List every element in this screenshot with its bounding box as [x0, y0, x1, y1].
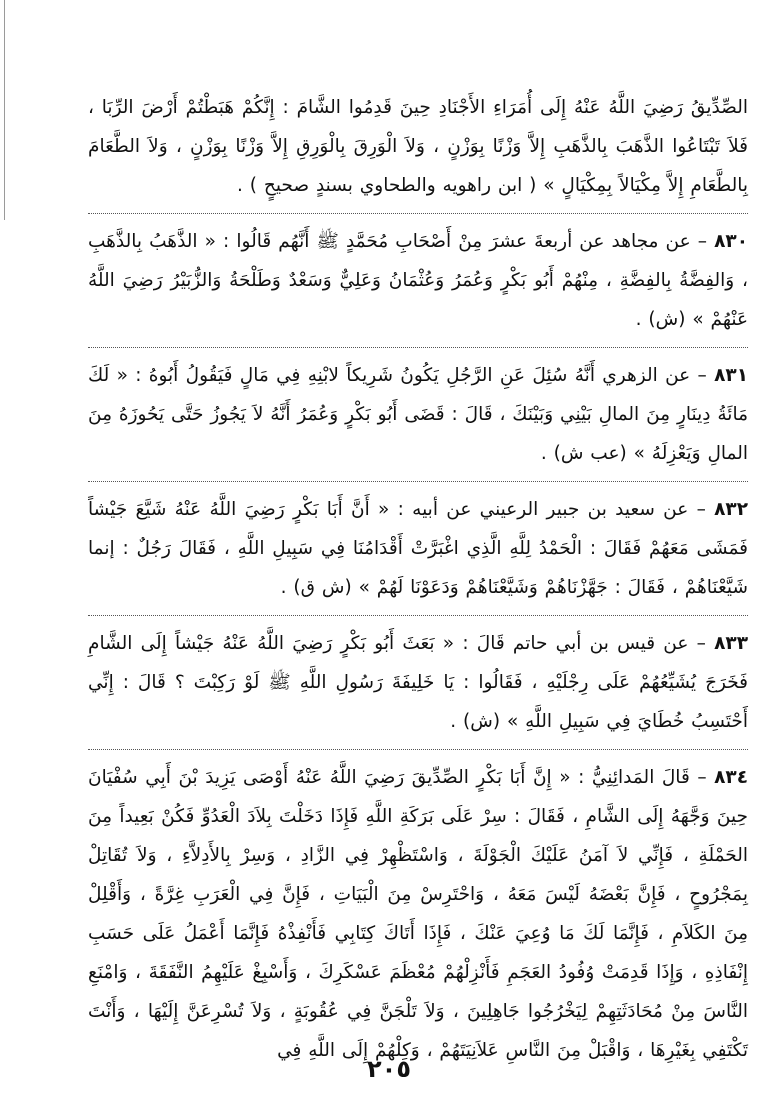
hadith-paragraph: ٨٣٠ – عن مجاهد عن أربعةَ عشرَ مِنْ أَصْحَابِ مُحَمَّدٍ ﷺ أَنَّهُم قَالُوا : « الذَّهَبُ بِالذَّهَبِ ، وَالفِضَّةُ بِالفِضَّةِ ، مِنْهُمْ أَبُو بَكْرٍ وَعُمَرُ وَعُثْمَانُ وَعَلِيٌّ وَسَعْدٌ وَطَلْحَةُ وَالزُّبَيْرُ رَضِيَ اللَّهُ عَنْهُمْ » (ش) .: [88, 231, 748, 330]
hadith-paragraph: ٨٣٣ – عن قيس بن أبي حاتم قَالَ : « بَعَثَ أَبُو بَكْرٍ رَضِيَ اللَّهُ عَنْهُ جَيْشاً إِلَى الشَّامِ فَخَرَجَ يُشَيِّعُهُمْ عَلَى رِجْلَيْهِ ، فَقَالُوا : يَا خَلِيفَةَ رَسُولِ اللَّهِ ﷺ لَوْ رَكِبْتَ ؟ قَالَ : إِنِّي أَحْتَسِبُ خُطَايَ فِي سَبِيلِ اللَّهِ » (ش) .: [88, 633, 748, 732]
hadith-833: [88, 615, 748, 741]
hadith-number: ٨٣٢: [714, 499, 748, 520]
margin-rule: [4, 0, 5, 220]
intro-paragraph: [88, 88, 748, 205]
hadith-text: قَالَ المَدائِنِيُّ : « إِنَّ أَبَا بَكْرٍ الصِّدِّيقَ رَضِيَ اللَّهُ عَنْهُ أَوْصَى يَزِيدَ بْنَ أَبِي سُفْيَانَ حِينَ وَجَّهَهُ إِلَى الشَّامِ ، فَقَالَ : سِرْ عَلَى بَرَكَةِ اللَّهِ فَإِذَا دَخَلْتَ بِلاَدَ الْعَدُوِّ فَكُنْ بَعِيداً مِنَ الحَمْلَةِ ، فَإِنِّي لاَ آمَنُ عَلَيْكَ الْجَوْلَةَ ، وَاسْتَظْهِرْ فِي الزَّادِ ، وَسِرْ بِالأَدِلاَّءِ ، وَلاَ تُقَاتِلْ بِمَجْرُوحٍ ، فَإِنَّ بَعْضَهُ لَيْسَ مَعَهُ ، وَاحْتَرِسْ مِنَ الْبَيَاتِ ، فَإِنَّ فِي الْعَرَبِ غِرَّةً ، وَأَقْلِلْ مِنَ الكَلاَمِ ، فَإِنَّمَا لَكَ مَا وُعِيَ عَنْكَ ، فَإِذَا أَتَاكَ كِتَابِي فَأَنْفِذْهُ فَإِنَّمَا أَعْمَلُ عَلَى حَسَبِ إِنْفَاذِهِ ، وَإِذَا قَدِمَتْ وُفُودُ العَجَمِ فَأَنْزِلْهُمْ مُعْظَمَ عَسْكَرِكَ ، وَأَسْبِغْ عَلَيْهِمُ النَّفَقَةَ ، وَامْنَعِ النَّاسَ مِنْ مُحَادَثَتِهِمْ لِيَخْرُجُوا جَاهِلِينَ ، وَلاَ تَلْجَنَّ فِي عُقُوبَةٍ ، وَلاَ تُسْرِعَنَّ إِلَيْهَا ، وَأَنْتَ تَكْتَفِي بِغَيْرِهَا ، وَاقْبَلْ مِنَ النَّاسِ عَلاَنِيَتَهُمْ ، وَكِلْهُمْ إِلَى اللَّهِ فِي: [88, 767, 748, 1061]
hadith-832: [88, 481, 748, 607]
page-number: ٢٠٥: [367, 1055, 411, 1083]
intro-text: الصِّدِّيقُ رَضِيَ اللَّهُ عَنْهُ إِلَى أُمَرَاءِ الأَجْنَادِ حِينَ قَدِمُوا الشَّامَ : إِنَّكُمْ هَبَطْتُمْ أَرْضَ الرِّبَا ، فَلاَ تَبْتَاعُوا الذَّهَبَ بِالذَّهَبِ إِلاَّ وَزْنًا بِوَزْنٍ ، وَلاَ الْوَرِقَ بِالْوَرِقِ إِلاَّ وَزْنًا بِوَزْنٍ ، وَلاَ الطَّعَامَ بِالطَّعَامِ إِلاَّ مِكْيَالاً بِمِكْيَالٍ » ( ابن راهويه والطحاوي بسندٍ صحيحٍ ) .: [88, 97, 748, 196]
hadith-paragraph: ٨٣١ – عن الزهري أَنَّهُ سُئِلَ عَنِ الرَّجُلِ يَكُونُ شَرِيكاً لابْنِهِ فِي مَالٍ فَيَقُولُ أَبُوهُ : « لَكَ مَائَةُ دِينَارٍ مِنَ المالِ بَيْنِي وَبَيْنَكَ ، قَالَ : قَضَى أَبُو بَكْرٍ وَعُمَرُ أَنَّهُ لاَ يَجُوزُ حَتَّى يَحُوزَهُ مِنَ المالِ وَيَعْزِلَهُ » (عب ش) .: [88, 365, 748, 464]
hadith-number: ٨٣٤: [714, 767, 748, 788]
hadith-text: عن سعيد بن جبير الرعيني عن أبيه : « أَنَّ أَبَا بَكْرٍ رَضِيَ اللَّهُ عَنْهُ شَيَّعَ جَيْشاً فَمَشَى مَعَهُمْ فَقَالَ : الْحَمْدُ لِلَّهِ الَّذِي اغْبَرَّتْ أَقْدَامُنَا فِي سَبِيلِ اللَّهِ ، فَقَالَ رَجُلٌ : إنما شَيَّعْنَاهُمْ ، فَقَالَ : جَهَّزْنَاهُمْ وَشَيَّعْنَاهُمْ وَدَعَوْنَا لَهُمْ » (ش ق) .: [88, 499, 748, 598]
hadith-number: ٨٣٣: [714, 633, 748, 654]
hadith-paragraph: ٨٣٤ – قَالَ المَدائِنِيُّ : « إِنَّ أَبَا بَكْرٍ الصِّدِّيقَ رَضِيَ اللَّهُ عَنْهُ أَوْصَى يَزِيدَ بْنَ أَبِي سُفْيَانَ حِينَ وَجَّهَهُ إِلَى الشَّامِ ، فَقَالَ : سِرْ عَلَى بَرَكَةِ اللَّهِ فَإِذَا دَخَلْتَ بِلاَدَ الْعَدُوِّ فَكُنْ بَعِيداً مِنَ الحَمْلَةِ ، فَإِنِّي لاَ آمَنُ عَلَيْكَ الْجَوْلَةَ ، وَاسْتَظْهِرْ فِي الزَّادِ ، وَسِرْ بِالأَدِلاَّءِ ، وَلاَ تُقَاتِلْ بِمَجْرُوحٍ ، فَإِنَّ بَعْضَهُ لَيْسَ مَعَهُ ، وَاحْتَرِسْ مِنَ الْبَيَاتِ ، فَإِنَّ فِي الْعَرَبِ غِرَّةً ، وَأَقْلِلْ مِنَ الكَلاَمِ ، فَإِنَّمَا لَكَ مَا وُعِيَ عَنْكَ ، فَإِذَا أَتَاكَ كِتَابِي فَأَنْفِذْهُ فَإِنَّمَا أَعْمَلُ عَلَى حَسَبِ إِنْفَاذِهِ ، وَإِذَا قَدِمَتْ وُفُودُ العَجَمِ فَأَنْزِلْهُمْ مُعْظَمَ عَسْكَرِكَ ، وَأَسْبِغْ عَلَيْهِمُ النَّفَقَةَ ، وَامْنَعِ النَّاسَ مِنْ مُحَادَثَتِهِمْ لِيَخْرُجُوا جَاهِلِينَ ، وَلاَ تَلْجَنَّ فِي عُقُوبَةٍ ، وَلاَ تُسْرِعَنَّ إِلَيْهَا ، وَأَنْتَ تَكْتَفِي بِغَيْرِهَا ، وَاقْبَلْ مِنَ النَّاسِ عَلاَنِيَتَهُمْ ، وَكِلْهُمْ إِلَى اللَّهِ فِي: [88, 767, 748, 1061]
hadith-text: عن قيس بن أبي حاتم قَالَ : « بَعَثَ أَبُو بَكْرٍ رَضِيَ اللَّهُ عَنْهُ جَيْشاً إِلَى الشَّامِ فَخَرَجَ يُشَيِّعُهُمْ عَلَى رِجْلَيْهِ ، فَقَالُوا : يَا خَلِيفَةَ رَسُولِ اللَّهِ ﷺ لَوْ رَكِبْتَ ؟ قَالَ : إِنِّي أَحْتَسِبُ خُطَايَ فِي سَبِيلِ اللَّهِ » (ش) .: [88, 633, 748, 732]
hadith-834: [88, 749, 748, 1070]
page-body: [88, 88, 748, 1070]
hadith-number: ٨٣١: [714, 365, 748, 386]
hadith-831: [88, 347, 748, 473]
hadith-text: عن مجاهد عن أربعةَ عشرَ مِنْ أَصْحَابِ مُحَمَّدٍ ﷺ أَنَّهُم قَالُوا : « الذَّهَبُ بِالذَّهَبِ ، وَالفِضَّةُ بِالفِضَّةِ ، مِنْهُمْ أَبُو بَكْرٍ وَعُمَرُ وَعُثْمَانُ وَعَلِيٌّ وَسَعْدٌ وَطَلْحَةُ وَالزُّبَيْرُ رَضِيَ اللَّهُ عَنْهُمْ » (ش) .: [88, 231, 748, 330]
hadith-830: [88, 213, 748, 339]
hadith-paragraph: ٨٣٢ – عن سعيد بن جبير الرعيني عن أبيه : « أَنَّ أَبَا بَكْرٍ رَضِيَ اللَّهُ عَنْهُ شَيَّعَ جَيْشاً فَمَشَى مَعَهُمْ فَقَالَ : الْحَمْدُ لِلَّهِ الَّذِي اغْبَرَّتْ أَقْدَامُنَا فِي سَبِيلِ اللَّهِ ، فَقَالَ رَجُلٌ : إنما شَيَّعْنَاهُمْ ، فَقَالَ : جَهَّزْنَاهُمْ وَشَيَّعْنَاهُمْ وَدَعَوْنَا لَهُمْ » (ش ق) .: [88, 499, 748, 598]
hadith-text: عن الزهري أَنَّهُ سُئِلَ عَنِ الرَّجُلِ يَكُونُ شَرِيكاً لابْنِهِ فِي مَالٍ فَيَقُولُ أَبُوهُ : « لَكَ مَائَةُ دِينَارٍ مِنَ المالِ بَيْنِي وَبَيْنَكَ ، قَالَ : قَضَى أَبُو بَكْرٍ وَعُمَرُ أَنَّهُ لاَ يَجُوزُ حَتَّى يَحُوزَهُ مِنَ المالِ وَيَعْزِلَهُ » (عب ش) .: [88, 365, 748, 464]
hadith-number: ٨٣٠: [714, 231, 748, 252]
